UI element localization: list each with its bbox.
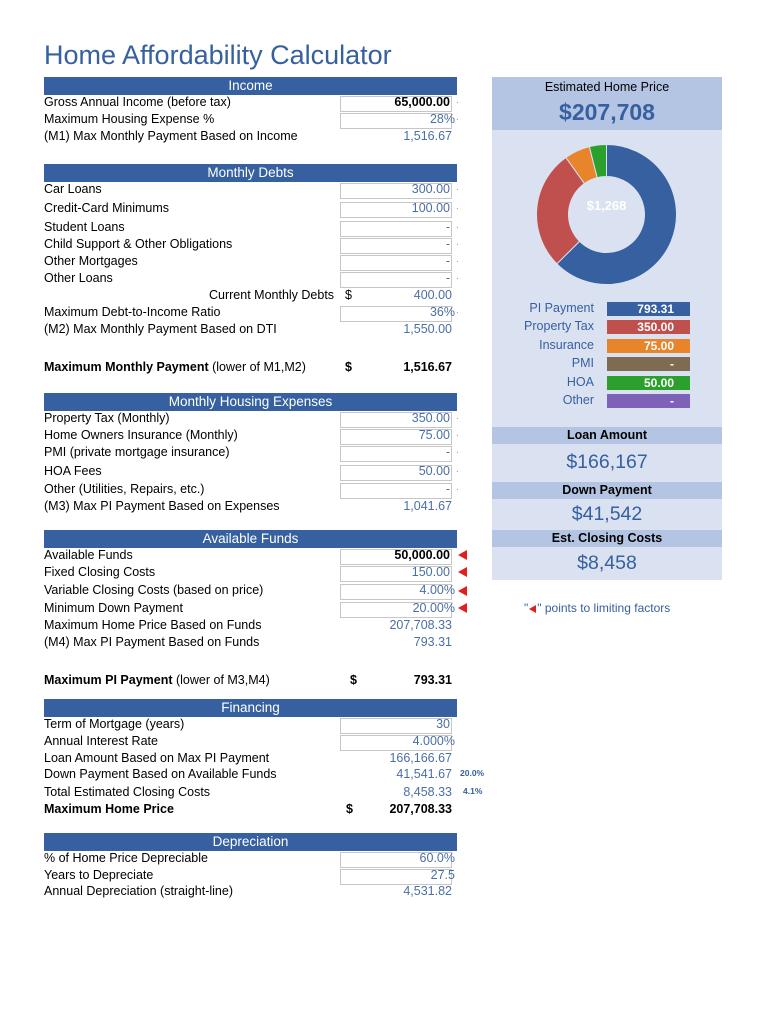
cell-marker: . [456, 482, 459, 493]
cell-marker: . [456, 220, 459, 231]
housing-expense-row [44, 411, 457, 428]
dollar-sign: $ [345, 288, 352, 302]
variable-closing-value: 4.00% [419, 583, 455, 597]
dollar-sign: $ [345, 360, 352, 374]
housing-expense-input[interactable] [340, 446, 452, 462]
payment-donut-chart [536, 144, 677, 285]
variable-closing-label: Variable Closing Costs (based on price) [44, 583, 264, 597]
debt-value: 100.00 [411, 201, 450, 215]
estimated-price-box [492, 77, 722, 130]
m1-label: (M1) Max Monthly Payment Based on Income [44, 129, 298, 143]
cell-marker: . [456, 271, 459, 282]
legend-value: - [607, 357, 690, 371]
debt-value: 300.00 [411, 182, 450, 196]
current-debts-value: 400.00 [413, 288, 452, 302]
down-payment-pct: 20.0% [460, 768, 485, 778]
housing-expense-value: - [445, 482, 450, 496]
closing-costs-summary: $8,458 [577, 552, 637, 574]
max-pi-payment-label: Maximum PI Payment (lower of M3,M4) [44, 673, 270, 687]
m2-value: 1,550.00 [403, 322, 452, 336]
legend-item [492, 375, 722, 391]
funds-header: Available Funds [44, 530, 457, 548]
page-title: Home Affordability Calculator [44, 40, 392, 70]
housing-section [44, 393, 457, 516]
debt-row [44, 271, 457, 288]
legend-label: Other [562, 393, 594, 407]
housing-expense-value: - [445, 445, 450, 459]
limiting-factor-arrow-icon [458, 567, 467, 577]
legend-label: HOA [566, 374, 594, 389]
legend-label: Property Tax [524, 319, 594, 334]
debts-header: Monthly Debts [44, 164, 457, 182]
gross-income-label: Gross Annual Income (before tax) [44, 95, 231, 109]
legend-value: - [607, 394, 690, 408]
legend-item [492, 356, 722, 372]
limiting-factor-arrow-icon [529, 605, 536, 613]
dti-value: 36% [429, 305, 455, 319]
cell-marker: . [456, 201, 459, 212]
debt-input[interactable] [340, 238, 452, 254]
max-home-price-value: 207,708.33 [389, 802, 452, 816]
housing-expense-row [44, 445, 457, 464]
legend-value: 350.00 [607, 320, 690, 334]
closing-costs-pct: 4.1% [463, 786, 483, 796]
m4-value: 793.31 [413, 635, 452, 649]
housing-expense-row [44, 428, 457, 445]
loan-amount-value: 166,166.67 [389, 751, 452, 765]
housing-pct-value: 28% [429, 112, 455, 126]
debt-input[interactable] [340, 255, 452, 271]
housing-expense-label: Home Owners Insurance (Monthly) [44, 428, 238, 442]
debt-value: - [445, 237, 450, 251]
legend-item [492, 319, 722, 335]
depreciable-pct-value: 60.0% [419, 851, 455, 865]
dollar-sign: $ [350, 673, 357, 687]
max-price-funds-label: Maximum Home Price Based on Funds [44, 618, 262, 632]
m3-label: (M3) Max PI Payment Based on Expenses [44, 499, 280, 513]
financing-section [44, 699, 485, 819]
debt-value: - [445, 271, 450, 285]
housing-expense-value: 75.00 [418, 428, 450, 442]
term-value: 30 [436, 717, 450, 731]
housing-expense-row [44, 464, 457, 482]
term-label: Term of Mortgage (years) [44, 717, 185, 731]
limiting-factor-arrow-icon [458, 550, 467, 560]
m2-label: (M2) Max Monthly Payment Based on DTI [44, 322, 277, 336]
cell-marker: . [456, 428, 459, 439]
estimated-price-value: $207,708 [559, 99, 655, 125]
depreciation-section [44, 833, 457, 901]
cell-marker: . [456, 112, 459, 123]
debt-row [44, 201, 457, 220]
down-payment-summary: $41,542 [571, 503, 643, 525]
donut-center-unit: / month [583, 219, 630, 234]
debts-section [44, 164, 457, 377]
annual-depreciation-value: 4,531.82 [403, 884, 452, 898]
housing-expense-value: 350.00 [411, 411, 450, 425]
years-depreciate-value: 27.5 [430, 868, 455, 882]
m1-value: 1,516.67 [403, 129, 452, 143]
fixed-closing-value: 150.00 [411, 565, 450, 579]
legend-value: 50.00 [607, 376, 690, 390]
down-payment-value: 41,541.67 [396, 767, 452, 781]
max-monthly-payment-label: Maximum Monthly Payment (lower of M1,M2) [44, 360, 306, 374]
dti-label: Maximum Debt-to-Income Ratio [44, 305, 221, 319]
cell-marker: . [456, 182, 459, 193]
max-monthly-payment-value: 1,516.67 [403, 360, 452, 374]
cell-marker: . [456, 411, 459, 422]
debt-row [44, 182, 457, 201]
down-payment-label: Down Payment Based on Available Funds [44, 767, 277, 781]
down-payment-band: Down Payment [492, 482, 722, 499]
income-header: Income [44, 77, 457, 95]
max-home-price-label: Maximum Home Price [44, 802, 174, 816]
housing-expense-label: PMI (private mortgage insurance) [44, 445, 230, 459]
legend-item [492, 301, 722, 317]
available-funds-value: 50,000.00 [394, 548, 450, 562]
debt-row [44, 254, 457, 271]
housing-expense-input[interactable] [340, 483, 452, 499]
current-debts-label: Current Monthly Debts [209, 288, 335, 302]
cell-marker: . [456, 254, 459, 265]
debt-label: Other Mortgages [44, 254, 138, 268]
min-down-label: Minimum Down Payment [44, 601, 183, 615]
depreciable-pct-label: % of Home Price Depreciable [44, 851, 208, 865]
cell-marker: . [456, 237, 459, 248]
m4-label: (M4) Max PI Payment Based on Funds [44, 635, 260, 649]
debt-label: Car Loans [44, 182, 102, 196]
debt-label: Other Loans [44, 271, 113, 285]
legend-label: Insurance [539, 337, 594, 352]
legend-label: PMI [571, 356, 594, 371]
cell-marker: . [456, 305, 459, 316]
m3-value: 1,041.67 [403, 499, 452, 513]
closing-costs-value: 8,458.33 [403, 785, 452, 799]
legend-item [492, 393, 722, 409]
closing-costs-band: Est. Closing Costs [492, 530, 722, 547]
donut-center-value: $1,268 [586, 198, 627, 213]
loan-amount-band: Loan Amount [492, 427, 722, 444]
summary-panel [492, 77, 722, 580]
debt-row [44, 237, 457, 254]
fixed-closing-label: Fixed Closing Costs [44, 565, 156, 579]
debt-value: - [445, 220, 450, 234]
income-section [44, 77, 457, 146]
max-pi-payment-value: 793.31 [413, 673, 452, 687]
gross-income-value: 65,000.00 [394, 95, 450, 109]
debt-label: Credit-Card Minimums [44, 201, 170, 215]
years-depreciate-label: Years to Depreciate [44, 868, 154, 882]
housing-expense-label: Property Tax (Monthly) [44, 411, 170, 425]
rate-label: Annual Interest Rate [44, 734, 158, 748]
depreciation-header: Depreciation [44, 833, 457, 851]
limiting-factors-note: " " points to limiting factors [524, 601, 671, 615]
debt-input[interactable] [340, 272, 452, 288]
debt-label: Student Loans [44, 220, 125, 234]
max-price-funds-value: 207,708.33 [389, 618, 452, 632]
available-funds-label: Available Funds [44, 548, 133, 562]
housing-pct-label: Maximum Housing Expense % [44, 112, 215, 126]
debt-label: Child Support & Other Obligations [44, 237, 233, 251]
annual-depreciation-label: Annual Depreciation (straight-line) [44, 884, 233, 898]
housing-expense-label: HOA Fees [44, 464, 102, 478]
debt-input[interactable] [340, 221, 452, 237]
legend-value: 793.31 [607, 302, 690, 316]
financing-header: Financing [44, 699, 457, 717]
min-down-value: 20.00% [412, 601, 455, 615]
housing-header: Monthly Housing Expenses [44, 393, 457, 411]
limiting-factor-arrow-icon [458, 586, 467, 596]
dollar-sign: $ [346, 802, 353, 816]
debt-row [44, 220, 457, 237]
legend-value: 75.00 [607, 339, 690, 353]
loan-amount-label: Loan Amount Based on Max PI Payment [44, 751, 270, 765]
loan-amount-summary: $166,167 [566, 451, 648, 473]
debt-value: - [445, 254, 450, 268]
legend-item [492, 338, 722, 354]
rate-value: 4.000% [412, 734, 455, 748]
limiting-factor-arrow-icon [458, 603, 467, 613]
closing-costs-label: Total Estimated Closing Costs [44, 785, 211, 799]
funds-section [44, 530, 457, 690]
estimated-price-label: Estimated Home Price [544, 80, 670, 94]
housing-expense-label: Other (Utilities, Repairs, etc.) [44, 482, 205, 496]
legend-label: PI Payment [529, 301, 594, 315]
housing-expense-row [44, 482, 457, 499]
cell-marker: . [456, 445, 459, 456]
housing-expense-value: 50.00 [418, 464, 450, 478]
cell-marker: . [456, 464, 459, 475]
cell-marker: . [456, 95, 459, 106]
